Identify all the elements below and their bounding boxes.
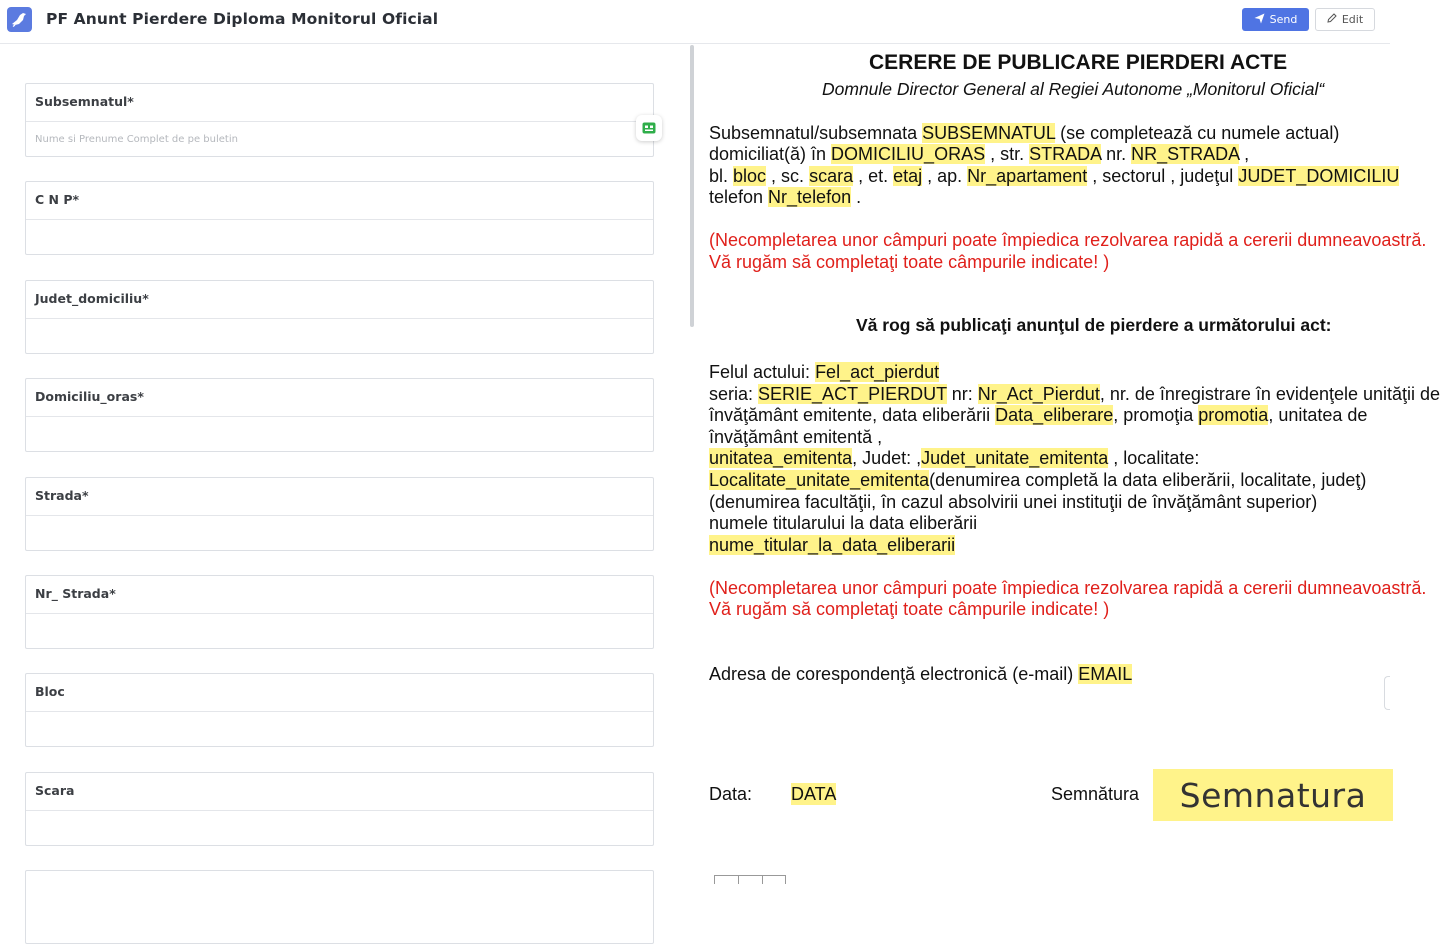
paragraph-line: Subsemnatul/subsemnata SUBSEMNATUL (se completează cu numele actual) (709, 123, 1340, 143)
domiciliu-oras-input[interactable] (26, 417, 653, 451)
placeholder-etaj: etaj (893, 166, 923, 186)
placeholder-nr-strada: NR_STRADA (1131, 144, 1240, 164)
placeholder-domiciliu-oras: DOMICILIU_ORAS (831, 144, 986, 164)
placeholder-localitate: Localitate_unitate_emitenta (709, 470, 930, 490)
scara-input[interactable] (26, 811, 653, 845)
placeholder-judet-domiciliu: JUDET_DOMICILIU (1238, 166, 1400, 186)
edit-button[interactable] (1315, 8, 1375, 31)
send-label: Send (1269, 13, 1298, 26)
field-strada (25, 477, 654, 551)
paragraph-line: numele titularului la data eliberării (709, 513, 978, 533)
paragraph-line: Adresa de corespondenţă electronică (e-mail) EMAIL (709, 664, 1133, 684)
paragraph-line: Felul actului: Fel_act_pierdut (709, 362, 940, 382)
field-label: C N P* (26, 182, 653, 220)
placeholder-nr-apartament: Nr_apartament (967, 166, 1088, 186)
placeholder-bloc: bloc (733, 166, 767, 186)
paragraph-line (709, 534, 955, 556)
table-fragment (714, 875, 786, 883)
field-scara (25, 772, 654, 846)
field-judet-domiciliu (25, 280, 654, 354)
paragraph-line: domiciliat(ă) în DOMICILIU_ORAS , str. STRADA nr. NR_STRADA , (709, 144, 1250, 164)
strada-input[interactable] (26, 516, 653, 550)
document-heading: CERERE DE PUBLICARE PIERDERI ACTE (869, 51, 1288, 74)
field-label: Scara (26, 773, 653, 811)
subsemnatul-input[interactable] (26, 122, 653, 156)
paragraph-line: învăţământ emitentă , (709, 427, 883, 447)
placeholder-scara: scara (809, 166, 854, 186)
paragraph-line: unitatea_emitenta, Judet: ,Judet_unitate_emitenta , localitate: (709, 448, 1200, 468)
paragraph-line: învăţământ emitente, data eliberării Data_eliberare, promoţia promotia, unitatea de (709, 405, 1368, 425)
warning-text: (Necompletarea unor câmpuri poate împiedica rezolvarea rapidă a cererii dumneavoastră. (709, 230, 1427, 250)
field-label: Strada* (26, 478, 653, 516)
side-panel-toggle[interactable] (1384, 676, 1390, 710)
warning-text: Vă rugăm să completaţi toate câmpurile indicate! ) (709, 599, 1110, 619)
field-label: Bloc (26, 674, 653, 712)
id-card-icon[interactable] (636, 115, 662, 141)
bird-logo-icon[interactable] (7, 7, 32, 32)
paragraph-line: telefon Nr_telefon . (709, 187, 862, 207)
nr-strada-input[interactable] (26, 614, 653, 648)
judet-domiciliu-input[interactable] (26, 319, 653, 353)
field-label: Nr_ Strada* (26, 576, 653, 614)
field-subsemnatul (25, 83, 654, 157)
field-bloc (25, 673, 654, 747)
placeholder-nume-titular: nume_titular_la_data_eliberarii (709, 535, 956, 555)
field-next-partial (25, 870, 654, 944)
field-label: Judet_domiciliu* (26, 281, 653, 319)
top-bar (0, 0, 1390, 44)
placeholder-promotia: promotia (1198, 405, 1269, 425)
placeholder-serie: SERIE_ACT_PIERDUT (758, 384, 947, 404)
field-label: Subsemnatul* (26, 84, 653, 122)
placeholder-subsemnatul: SUBSEMNATUL (922, 123, 1056, 143)
pencil-icon (1327, 13, 1337, 26)
warning-text: (Necompletarea unor câmpuri poate împiedica rezolvarea rapidă a cererii dumneavoastră. (709, 578, 1427, 598)
field-cnp (25, 181, 654, 255)
send-button[interactable] (1242, 8, 1309, 31)
warning-text: Vă rugăm să completaţi toate câmpurile indicate! ) (709, 252, 1110, 272)
field-domiciliu-oras (25, 378, 654, 452)
document-preview (694, 45, 1440, 881)
placeholder-fel-act: Fel_act_pierdut (815, 362, 940, 382)
placeholder-strada: STRADA (1029, 144, 1102, 164)
edit-label: Edit (1341, 13, 1364, 26)
paragraph-line: (denumirea facultăţii, în cazul absolvirii unei instituţii de învăţământ superior) (709, 492, 1318, 512)
paper-plane-icon (1254, 13, 1265, 27)
paragraph-line: bl. bloc , sc. scara , et. etaj , ap. Nr_apartament , sectorul , judeţul JUDET_DOMICILIU (709, 166, 1400, 186)
paragraph-line: Localitate_unitate_emitenta(denumirea completă la data eliberării, localitate, judeţ) (709, 470, 1367, 490)
date-label: Data: (709, 784, 753, 804)
signature-field[interactable]: Semnatura (1153, 769, 1393, 821)
form-pane (0, 45, 690, 881)
placeholder-email: EMAIL (1078, 664, 1133, 684)
placeholder-unitatea: unitatea_emitenta (709, 448, 853, 468)
field-nr-strada (25, 575, 654, 649)
document-title: PF Anunt Pierdere Diploma Monitorul Oficial (46, 10, 439, 28)
field-label: Domiciliu_oras* (26, 379, 653, 417)
paragraph-line: seria: SERIE_ACT_PIERDUT nr: Nr_Act_Pierdut, nr. de înregistrare în evidenţele unităţii de (709, 384, 1440, 404)
placeholder-date: DATA (791, 784, 837, 804)
bloc-input[interactable] (26, 712, 653, 746)
cnp-input[interactable] (26, 220, 653, 254)
placeholder-nr-telefon: Nr_telefon (768, 187, 852, 207)
document-addressee: Domnule Director General al Regiei Autonome „Monitorul Oficial“ (822, 79, 1325, 99)
signature-label: Semnătura (1051, 784, 1140, 804)
request-heading: Vă rog să publicaţi anunţul de pierdere a următorului act: (856, 315, 1332, 335)
placeholder-nr-act: Nr_Act_Pierdut (977, 384, 1100, 404)
placeholder-data-eliberare: Data_eliberare (995, 405, 1114, 425)
placeholder-judet-unitate: Judet_unitate_emitenta (921, 448, 1109, 468)
